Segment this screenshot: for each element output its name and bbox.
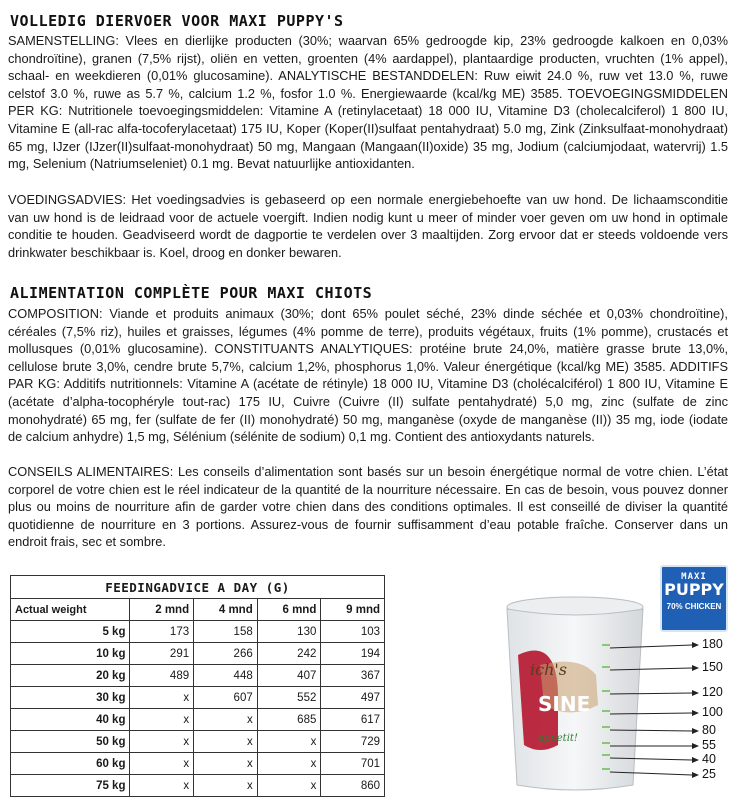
row-value-cell: x <box>194 709 258 731</box>
row-weight-cell: 10 kg <box>11 643 130 665</box>
table-row <box>11 709 385 731</box>
fr-heading: ALIMENTATION COMPLÈTE POUR MAXI CHIOTS <box>10 284 373 302</box>
leader-line <box>610 668 692 670</box>
leader-arrow <box>692 642 699 648</box>
nl-heading: VOLLEDIG DIERVOER VOOR MAXI PUPPY'S <box>10 12 344 30</box>
row-value-cell: x <box>194 753 258 775</box>
row-value-cell: 552 <box>257 687 321 709</box>
row-value-cell: 242 <box>257 643 321 665</box>
cup-mark-label: 100 <box>702 705 723 719</box>
leader-line <box>610 693 692 694</box>
leader-arrow <box>692 710 699 716</box>
header-4-mnd: 4 mnd <box>194 599 258 621</box>
leader-line <box>610 713 692 714</box>
leader-arrow <box>692 665 699 671</box>
cup-mark-label: 120 <box>702 685 723 699</box>
row-value-cell: x <box>257 753 321 775</box>
row-value-cell: x <box>194 775 258 797</box>
cup-leader-lines <box>600 640 700 780</box>
table-row <box>11 775 385 797</box>
badge-line-1: MAXI <box>681 572 707 582</box>
svg-text:SINE: SINE <box>538 692 591 716</box>
maxi-puppy-badge <box>660 565 728 632</box>
cup-mark-label: 180 <box>702 637 723 651</box>
row-value-cell: 158 <box>194 621 258 643</box>
svg-text:appetit!: appetit! <box>538 733 578 744</box>
row-value-cell: 130 <box>257 621 321 643</box>
table-header-row <box>11 599 385 621</box>
leader-arrow <box>692 728 699 734</box>
badge-line-2: PUPPY <box>664 580 724 599</box>
row-value-cell: x <box>130 775 194 797</box>
leader-line <box>610 758 692 760</box>
leader-line <box>610 645 692 648</box>
table-row <box>11 687 385 709</box>
nl-feeding-advice: VOEDINGSADVIES: Het voedingsadvies is gebaseerd op een normale energiebehoefte van uw hond. De lichaamsconditie van uw hond is de leidraad voor de actuele voergift. Indien nodig kunt u meer of minder voer geven om uw hond in optimale conditie te houden. Geadviseerd wordt de dagportie te verdelen over 3 maaltijden. Zorg ervoor dat er steeds voldoende vers drinkwater beschikbaar is. Koel, droog en donker bewaren. <box>8 192 728 260</box>
table-title: FEEDINGADVICE A DAY (G) <box>11 576 385 599</box>
cup-mark-label: 150 <box>702 660 723 674</box>
row-weight-cell: 30 kg <box>11 687 130 709</box>
row-weight-cell: 60 kg <box>11 753 130 775</box>
leader-line <box>610 772 692 775</box>
row-weight-cell: 40 kg <box>11 709 130 731</box>
table-row <box>11 753 385 775</box>
row-value-cell: x <box>130 687 194 709</box>
row-value-cell: 497 <box>321 687 385 709</box>
row-value-cell: 607 <box>194 687 258 709</box>
cup-mark-label: 55 <box>702 738 716 752</box>
header-2-mnd: 2 mnd <box>130 599 194 621</box>
row-weight-cell: 5 kg <box>11 621 130 643</box>
table-row <box>11 643 385 665</box>
row-value-cell: 685 <box>257 709 321 731</box>
table-row <box>11 731 385 753</box>
row-value-cell: x <box>130 731 194 753</box>
row-value-cell: 701 <box>321 753 385 775</box>
cup-mark-label: 40 <box>702 752 716 766</box>
cup-mark-label: 25 <box>702 767 716 781</box>
cup-mark-label: 80 <box>702 723 716 737</box>
fr-feeding-advice: CONSEILS ALIMENTAIRES: Les conseils d’alimentation sont basés sur un besoin énergétique normal de votre chien. L’état corporel de votre chien est le réel indicateur de la quantité de la nourriture nécessaire. En cas de besoin, vous pouvez donner plus ou moins de nourriture afin de garder votre chien dans des conditions optimales. Il est conseillé de diviser la quantité quotidienne de nourriture en 3 portions. Assurez-vous de fournir suffisamment d’eau potable fraîche. Conserver dans un endroit frais, sec et sombre. <box>8 464 728 550</box>
row-weight-cell: 20 kg <box>11 665 130 687</box>
row-weight-cell: 50 kg <box>11 731 130 753</box>
nl-composition: SAMENSTELLING: Vlees en dierlijke producten (30%; waarvan 65% gedroogde kip, 23% gedroogde kalkoen en 0,03% chondroïtine), granen (7,5% rijst), oliën en vetten, groenten (4% aardappel), plantaardige producten, vruchten (1% appel), schaal- en weekdieren (0,01% glucosamine). ANALYTISCHE BESTANDDELEN: Ruw eiwit 24.0 %, ruw vet 13.0 %, ruwe celstof 3.0 %, ruwe as 5.7 %, calcium 1.2 %, fosfor 1.0 %. Energiewaarde (kcal/kg ME) 3585. TOEVOEGINGSMIDDELEN PER KG: Nutritionele toevoegingsmiddelen: Vitamine A (retinylacetaat) 18 000 IU, Vitamine D3 (cholecalciferol) 1 800 IU, Vitamine E (all-rac alfa-tocoferylacetaat) 175 IU, Koper (Koper(II)sulfaat pentahydraat) 5.0 mg, Zink (Zinksulfaat-monohydraat) 65 mg, IJzer (IJzer(II)sulfaat-monohydraat) 50 mg, Mangaan (Mangaan(II)oxide) 35 mg, Jodium (calciumjodaat, watervrij) 1.5 mg, Selenium (Natriumseleniet) 0.1 mg. Bevat natuurlijke antioxidanten. <box>8 33 728 172</box>
row-value-cell: 103 <box>321 621 385 643</box>
badge-line-3: 70% CHICKEN <box>666 602 722 611</box>
header-actual-weight: Actual weight <box>11 599 130 621</box>
row-value-cell: x <box>130 709 194 731</box>
row-value-cell: 367 <box>321 665 385 687</box>
feeding-table <box>10 575 385 797</box>
row-weight-cell: 75 kg <box>11 775 130 797</box>
row-value-cell: 173 <box>130 621 194 643</box>
row-value-cell: 448 <box>194 665 258 687</box>
row-value-cell: 860 <box>321 775 385 797</box>
table-row <box>11 621 385 643</box>
row-value-cell: 407 <box>257 665 321 687</box>
header-9-mnd: 9 mnd <box>321 599 385 621</box>
table-row <box>11 665 385 687</box>
row-value-cell: 617 <box>321 709 385 731</box>
row-value-cell: 729 <box>321 731 385 753</box>
leader-arrow <box>692 757 699 763</box>
leader-line <box>610 730 692 731</box>
row-value-cell: x <box>257 775 321 797</box>
leader-arrow <box>692 690 699 696</box>
leader-arrow <box>692 743 699 749</box>
row-value-cell: x <box>257 731 321 753</box>
row-value-cell: 194 <box>321 643 385 665</box>
svg-text:ich's: ich's <box>530 660 567 679</box>
fr-composition: COMPOSITION: Viande et produits animaux (30%; dont 65% poulet séché, 23% dinde séchée et 0,03% chondroïtine), céréales (7,5% riz), huiles et graisses, légumes (4% pomme de terre), produits végétaux, fruits (1% pomme), crustacés et mollusques (0,01% glucosamine). CONSTITUANTS ANALYTIQUES: protéine brute 24,0%, matière grasse brute 13,0%, cellulose brute 3,0%, cendre brute 5,7%, calcium 1,2%, phosphorus 1,0%. Valeur énergétique (kcal/kg ME) 3585. ADDITIFS PAR KG: Additifs nutritionnels: Vitamine A (acétate de rétinyle) 18 000 IU, Vitamine D3 (cholécalciférol) 1 800 IU, Vitamine E (acétate d’alpha-tocophéryle tout-rac) 175 IU, Cuivre (Cuivre (II) sulfate pentahydraté) 5,0 mg, zinc (sulfate de zinc monohydraté) 65 mg, fer (sulfate de fer (II) monohydraté) 50 mg, manganèse (oxyde de manganèse (II)) 35 mg, iode (iodate de calcium anhydre) 1,5 mg, Sélénium (sélénite de sodium) 0,1 mg. Contient des antioxydants naturels. <box>8 306 728 445</box>
header-6-mnd: 6 mnd <box>257 599 321 621</box>
row-value-cell: x <box>130 753 194 775</box>
row-value-cell: 266 <box>194 643 258 665</box>
row-value-cell: 291 <box>130 643 194 665</box>
leader-arrow <box>692 772 699 778</box>
row-value-cell: x <box>194 731 258 753</box>
row-value-cell: 489 <box>130 665 194 687</box>
